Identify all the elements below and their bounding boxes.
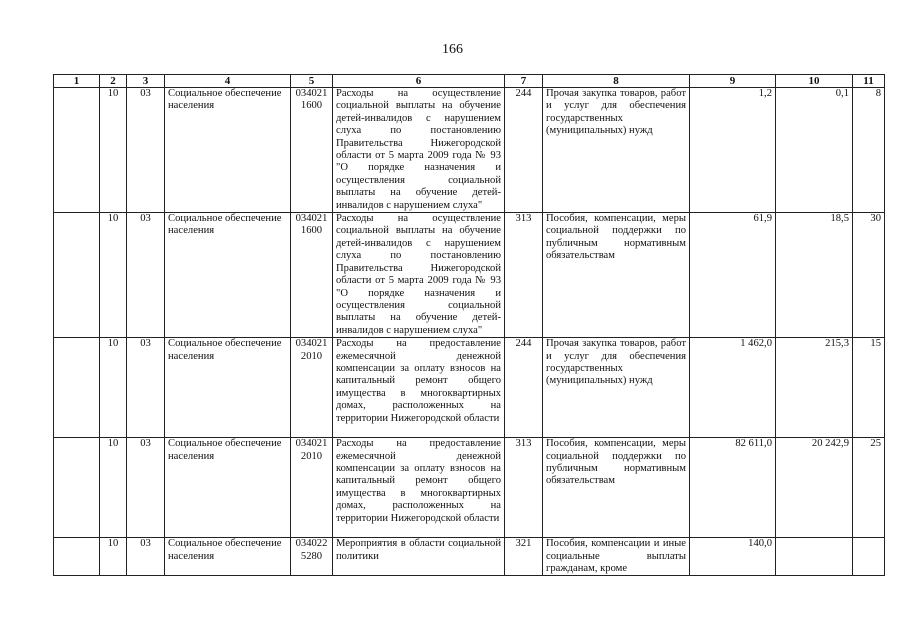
expense-type-name: Прочая закупка товаров, работ и услуг для обеспечения государственных (муниципальных) нужд — [543, 88, 690, 213]
table-row — [54, 88, 885, 213]
table-row — [54, 438, 885, 538]
expense-type-code: 244 — [505, 338, 543, 438]
column-header-9: 9 — [690, 75, 776, 88]
section-name: Социальное обеспечение населения — [165, 538, 291, 576]
row-index-cell — [54, 338, 100, 438]
expense-type-name: Пособия, компенсации, меры социальной поддержки по публичным нормативным обязательствам — [543, 438, 690, 538]
budget-table — [53, 74, 885, 576]
section-code: 10 — [100, 538, 127, 576]
table-row — [54, 213, 885, 338]
target-article-code: 034022 5280 — [291, 538, 333, 576]
expense-type-code: 244 — [505, 88, 543, 213]
target-article-code: 034021 2010 — [291, 338, 333, 438]
execution-percent: 30 — [853, 213, 885, 338]
row-index-cell — [54, 538, 100, 576]
expense-type-name: Пособия, компенсации, меры социальной поддержки по публичным нормативным обязательствам — [543, 213, 690, 338]
column-header-2: 2 — [100, 75, 127, 88]
planned-amount: 82 611,0 — [690, 438, 776, 538]
subsection-code: 03 — [127, 338, 165, 438]
subsection-code: 03 — [127, 213, 165, 338]
expense-description: Расходы на осуществление социальной выплаты на обучение детей-инвалидов с нарушением слуха по постановлению Правительства Нижегородской области от 5 марта 2009 года № 93 "О порядке назначения и осуществления социальной выплаты на обучение детей-инвалидов с нарушением слуха" — [333, 213, 505, 338]
section-name: Социальное обеспечение населения — [165, 213, 291, 338]
column-header-11: 11 — [853, 75, 885, 88]
page-number: 166 — [442, 42, 463, 57]
executed-amount: 0,1 — [776, 88, 853, 213]
executed-amount: 18,5 — [776, 213, 853, 338]
table-header — [54, 75, 885, 88]
column-header-6: 6 — [333, 75, 505, 88]
section-code: 10 — [100, 338, 127, 438]
column-header-8: 8 — [543, 75, 690, 88]
planned-amount: 140,0 — [690, 538, 776, 576]
section-name: Социальное обеспечение населения — [165, 88, 291, 213]
target-article-code: 034021 1600 — [291, 213, 333, 338]
expense-type-name: Пособия, компенсации и иные социальные выплаты гражданам, кроме — [543, 538, 690, 576]
section-code: 10 — [100, 88, 127, 213]
expense-type-code: 313 — [505, 213, 543, 338]
column-header-10: 10 — [776, 75, 853, 88]
row-index-cell — [54, 88, 100, 213]
section-name: Социальное обеспечение населения — [165, 438, 291, 538]
planned-amount: 1,2 — [690, 88, 776, 213]
execution-percent: 15 — [853, 338, 885, 438]
expense-description: Расходы на предоставление ежемесячной денежной компенсации за оплату взносов на капитальный ремонт общего имущества в многоквартирных домах, расположенных на территории Нижегородской области — [333, 338, 505, 438]
executed-amount: 215,3 — [776, 338, 853, 438]
planned-amount: 61,9 — [690, 213, 776, 338]
table-row — [54, 538, 885, 576]
target-article-code: 034021 2010 — [291, 438, 333, 538]
execution-percent: 25 — [853, 438, 885, 538]
row-index-cell — [54, 438, 100, 538]
expense-description: Расходы на предоставление ежемесячной денежной компенсации за оплату взносов на капитальный ремонт общего имущества в многоквартирных домах, расположенных на территории Нижегородской области — [333, 438, 505, 538]
executed-amount: 20 242,9 — [776, 438, 853, 538]
section-name: Социальное обеспечение населения — [165, 338, 291, 438]
target-article-code: 034021 1600 — [291, 88, 333, 213]
expense-description: Расходы на осуществление социальной выплаты на обучение детей-инвалидов с нарушением слуха по постановлению Правительства Нижегородской области от 5 марта 2009 года № 93 "О порядке назначения и осуществления социальной выплаты на обучение детей-инвалидов с нарушением слуха" — [333, 88, 505, 213]
executed-amount — [776, 538, 853, 576]
subsection-code: 03 — [127, 538, 165, 576]
subsection-code: 03 — [127, 438, 165, 538]
planned-amount: 1 462,0 — [690, 338, 776, 438]
execution-percent — [853, 538, 885, 576]
expense-type-code: 313 — [505, 438, 543, 538]
column-header-3: 3 — [127, 75, 165, 88]
section-code: 10 — [100, 213, 127, 338]
expense-type-name: Прочая закупка товаров, работ и услуг для обеспечения государственных (муниципальных) нужд — [543, 338, 690, 438]
column-header-7: 7 — [505, 75, 543, 88]
column-header-1: 1 — [54, 75, 100, 88]
table-row — [54, 338, 885, 438]
execution-percent: 8 — [853, 88, 885, 213]
column-header-5: 5 — [291, 75, 333, 88]
row-index-cell — [54, 213, 100, 338]
column-header-4: 4 — [165, 75, 291, 88]
subsection-code: 03 — [127, 88, 165, 213]
expense-type-code: 321 — [505, 538, 543, 576]
expense-description: Мероприятия в области социальной политики — [333, 538, 505, 576]
section-code: 10 — [100, 438, 127, 538]
